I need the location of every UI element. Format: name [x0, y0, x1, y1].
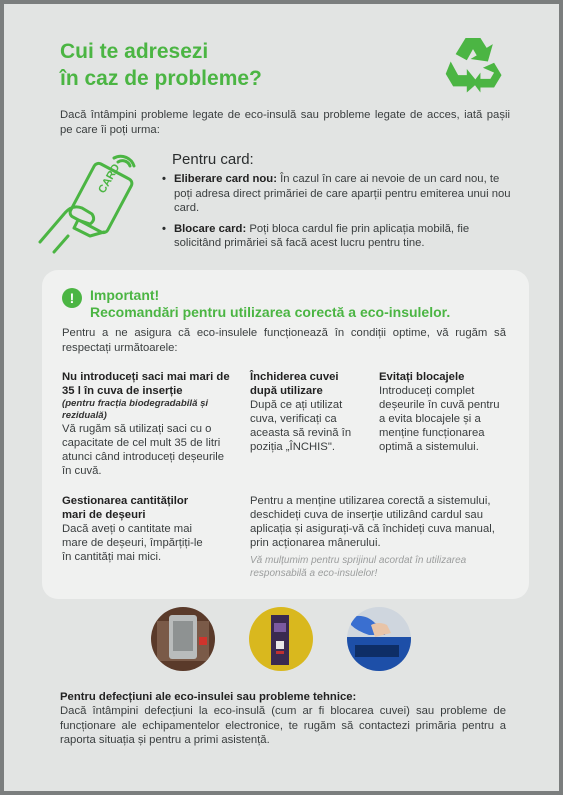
photo-card-reader: [249, 607, 313, 671]
tip-close-bin: [250, 370, 368, 454]
photo-hand-card: [347, 607, 411, 671]
tip-heading: Închiderea cuvei după utilizare: [250, 371, 339, 397]
important-title-line-1: Important!: [90, 287, 160, 303]
important-title-line-2: Recomandări pentru utilizarea corectă a eco-insulelor.: [90, 304, 451, 320]
title-line-2: în caz de probleme?: [60, 67, 262, 90]
tip-text: Introduceți complet deșeurile în cuvă pentru a evita blocajele și a menține funcționarea optimă a sistemului.: [379, 385, 500, 453]
tip-heading: Evitați blocajele: [379, 371, 465, 383]
tip-text: Pentru a menține utilizarea corectă a sistemului, deschideți cuva de inserție utilizând cardul sau aplicația și asigurați-vă că închideți cuva manual, prin acționarea mânerului.: [250, 495, 495, 549]
card-list: [162, 172, 512, 257]
list-item: [162, 172, 512, 216]
title-line-1: Cui te adresezi: [60, 40, 209, 63]
page: [4, 4, 559, 791]
tip-text: Dacă aveți o cantitate mai mare de deșeuri, împărțiți-le în cantități mai mici.: [62, 523, 203, 563]
important-title: [90, 287, 450, 321]
item-label: Blocare card:: [174, 222, 247, 235]
tip-heading: Nu introduceți saci mai mari de 35 l în cuva de inserție: [62, 371, 230, 397]
tip-heading: Gestionarea cantităților mari de deșeuri: [62, 495, 189, 521]
tip-avoid-blockage: [379, 370, 504, 454]
tip-text: Vă rugăm să utilizați saci cu o capacitate de cel mult 35 de litri atunci când introduceți deșeurile în cuvă.: [62, 423, 225, 477]
intro-text: Dacă întâmpini probleme legate de eco-insulă sau probleme legate de acces, iată pașii pe care îi poți urma:: [60, 109, 510, 136]
tip-large-bags: [62, 370, 234, 478]
card-icon-label: CARD: [96, 161, 123, 196]
item-label: Eliberare card nou:: [174, 173, 277, 185]
item-text: În cazul în care ai nevoie de un card nou, te poți adresa direct primăriei de care aparții pentru emiterea unui nou card.: [174, 173, 511, 214]
thanks-note: Vă mulțumim pentru sprijinul acordat în utilizarea responsabilă a eco-insulelor!: [250, 555, 467, 579]
tip-correct-use: [250, 494, 512, 550]
photo-bin-handle: [151, 607, 215, 671]
tip-note: (pentru fracția biodegradabilă și reziduală): [62, 398, 209, 421]
recycle-icon: [442, 34, 504, 94]
tip-large-quantities: [62, 494, 212, 564]
defects-title: Pentru defecțiuni ale eco-insulei sau probleme tehnice:: [60, 691, 357, 703]
card-hand-icon: [34, 154, 154, 254]
list-item: [162, 222, 512, 251]
card-heading: Pentru card:: [172, 151, 254, 168]
page-title: [60, 38, 262, 92]
defects-text: Dacă întâmpini defecțiuni la eco-insulă (cum ar fi blocarea cuvei) sau probleme de funcționare ale echipamentelor electronice, te rugăm să contactezi primăria pentru a raporta situația și pentru a primi asistență.: [60, 705, 506, 746]
important-intro: Pentru a ne asigura că eco-insulele funcționează în condiții optime, vă rugăm să respectați următoarele:: [62, 327, 506, 354]
important-icon: !: [62, 288, 82, 308]
tip-text: După ce ați utilizat cuva, verificați ca aceasta să revină în poziția „ÎNCHIS".: [250, 399, 352, 453]
item-text: Poți bloca cardul fie prin aplicația mobilă, fie solicitând primăriei să facă acest lucru pentru tine.: [174, 222, 470, 249]
